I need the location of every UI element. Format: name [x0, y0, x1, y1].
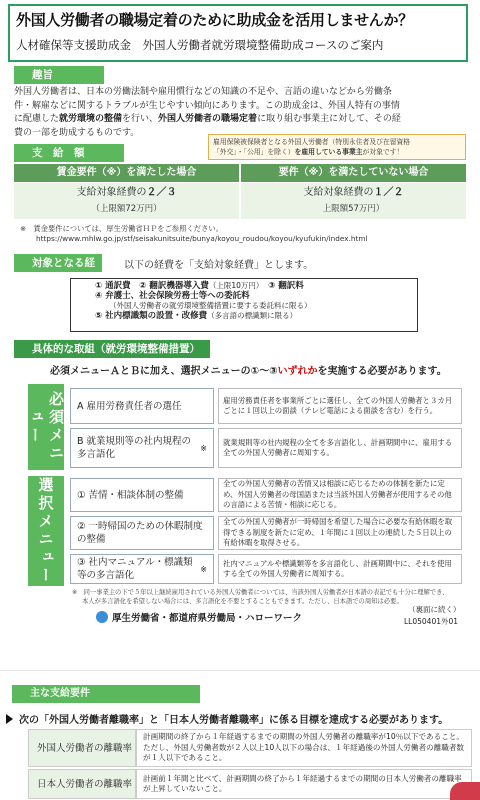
flyer-back-page: [0, 670, 480, 800]
summary-emphasis: 就労環境の整備: [59, 114, 123, 124]
expense-item-note: （上限10万円）: [208, 281, 260, 290]
amount-cell-met: [14, 183, 239, 219]
amount-table: [14, 164, 466, 220]
section-label-summary: 趣旨: [14, 66, 104, 84]
measures-intro-fragment: 必須メニューＡとＢに加え、選択メニューの①～③: [50, 366, 278, 377]
optional-menu-3-desc: 社内マニュアルや標識類等を多言語化し、計画期間中に、それを使用する全ての外国人労働者に周知する。: [218, 554, 462, 584]
amount-cell-not-met: [241, 183, 466, 219]
required-menu-b: [70, 428, 214, 468]
summary-emphasis: 外国人労働者の職場定着: [158, 114, 258, 124]
summary-fragment: を行い、: [122, 114, 159, 124]
optional-menu-2-desc: 全ての外国人労働者が一時帰国を希望した場合に必要な有給休暇を取得できる制度を新たに定め、１年間に１回以上の連続した５日以上の有給休暇を取得させる。: [218, 516, 462, 550]
amount-rate-value: ２／３: [146, 187, 177, 198]
section-label-amount: 支 給 額: [14, 144, 124, 162]
ministry-logo: [96, 610, 302, 624]
requirements-intro-fragment: 」に係る目標を達成する必要があります。: [259, 715, 449, 726]
triangle-arrow-icon: [6, 714, 13, 724]
page-subtitle: 人材確保等支援助成金 外国人労働者就労環境整備助成コースのご案内: [16, 38, 384, 52]
required-menu-label: 必須メニュー: [28, 384, 64, 470]
requirements-intro-fragment: 次の「: [19, 715, 49, 726]
required-menu-b-desc: 就業規則等の社内規程の全てを多言語化し、計画期間中に、雇用する全ての外国人労働者に周知する。: [218, 428, 462, 468]
measures-footnote-line: 本人が多言語化を希望しない場合には、多言語化を不要とすることもできます。ただし、日本語での周知は必要。: [82, 597, 403, 605]
amount-rate-value: １／２: [373, 187, 404, 198]
foreign-turnover-desc: 計画期間の終了から１年経過するまでの期間の外国人労働者の離職率が10％以下であること。ただし、外国人労働者数が２人以上10人以下の場合は、１年経過後の外国人労働者の離職者数が１人以下であること。: [136, 729, 472, 767]
expense-item-label: ④ 弁護士、社会保険労務士等への委託料: [95, 291, 250, 301]
ministry-emblem-icon: [96, 611, 108, 623]
summary-line: [14, 113, 464, 127]
summary-fragment: に取り組む事業主に対して、その経: [257, 114, 401, 124]
continued-on-back: （裏面に続く）: [408, 605, 461, 614]
leaflet-code: LL050401外01: [404, 617, 459, 626]
summary-fragment: に配慮した: [14, 114, 60, 124]
menu-name-text: ③ 社内マニュアル・標識類等の多言語化: [77, 557, 193, 581]
requirements-intro-fragment: 」と「: [139, 715, 169, 726]
required-menu-a-desc: 雇用労務責任者を事業所ごとに選任し、全ての外国人労働者と３カ月ごとに１回以上の面談（テレビ電話による面談を含む）を行う。: [218, 388, 462, 424]
optional-menu-label: 選択メニュー: [28, 476, 64, 586]
amount-rate: [14, 185, 239, 201]
eligibility-note-line: 雇用保険被保険者となる外国人労働者（特別永住者及び在留資格: [213, 138, 411, 146]
menu-name-text: B 就業規則等の社内規程の多言語化: [77, 436, 192, 460]
amount-rate-label: 支給対象経費の: [303, 187, 374, 198]
section-label-expenses: 対象となる経費: [14, 254, 102, 272]
annotation-pen-icon: [450, 782, 480, 800]
expense-item: [95, 291, 417, 301]
amount-head-met: 賃金要件（※）を満たした場合: [14, 164, 239, 182]
required-menu-a: A 雇用労務責任者の選任: [70, 388, 214, 424]
measures-intro-fragment: を実施する必要があります。: [317, 366, 447, 377]
amount-head-not-met: 要件（※）を満たしていない場合: [241, 164, 466, 182]
amount-rate: [241, 185, 466, 201]
requirements-intro: [6, 711, 448, 726]
measures-footnote-line: ※ 同一事業主の下で５年以上継続雇用されている外国人労働者については、当該外国人労働者が日本語の表記でも十分に理解でき、: [72, 589, 449, 596]
mhlw-url-link[interactable]: https://www.mhlw.go.jp/stf/seisakunitsuite/bunya/koyou_roudou/koyou/kyufukin/index.html: [36, 234, 368, 243]
amount-cap: （上限額72万円）: [91, 204, 162, 214]
eligibility-note: [208, 134, 466, 160]
amount-footnote: ※ 賃金要件については、厚生労働省ＨＰをご参照ください。: [20, 224, 223, 233]
requirements-intro-emphasis: 日本人労働者離職率: [169, 715, 259, 726]
optional-menu-1: ① 苦情・相談体制の整備: [70, 478, 214, 512]
measures-footnote: [72, 589, 464, 606]
footnote-mark: ※: [200, 564, 207, 574]
summary-line: 外国人労働者は、日本の労働法制や雇用慣行などの知識の不足や、言語の違いなどから労働条: [14, 87, 392, 97]
expense-item: [95, 311, 417, 321]
japanese-turnover-label: 日本人労働者の離職率: [28, 769, 136, 799]
eligibility-note-line: [213, 147, 461, 157]
footnote-mark: ※: [200, 443, 207, 453]
summary-text: [14, 86, 464, 140]
eligibility-note-emphasis: を雇用している事業主: [294, 148, 363, 156]
expense-item-label: ③ 翻訳料: [268, 281, 304, 291]
eligibility-note-fragment: 「外交」・「公用」を除く）: [213, 148, 295, 156]
expense-item-label: ① 通訳費 ② 翻訳機器導入費: [95, 281, 209, 291]
page-title: 外国人労働者の職場定着のために助成金を活用しませんか？: [16, 11, 413, 29]
title-box: [8, 4, 468, 62]
amount-rate-label: 支給対象経費の: [76, 187, 147, 198]
summary-line: 件・解雇などに関するトラブルが生じやすい傾向にあります。この助成金は、外国人特有の事情: [14, 100, 400, 111]
expense-item-note: （外国人労働者の就労環境整備措置に要する委託料に限る）: [109, 301, 312, 310]
requirements-intro-emphasis: 外国人労働者離職率: [49, 715, 139, 726]
ministry-name: 厚生労働省・都道府県労働局・ハローワーク: [112, 613, 303, 624]
optional-menu-3: [70, 554, 214, 584]
foreign-turnover-label: 外国人労働者の離職率: [28, 729, 136, 767]
amount-cap: 上限額57万円）: [322, 204, 385, 214]
measures-intro-emphasis: いずれか: [277, 366, 318, 377]
optional-menu-1-desc: 全ての外国人労働者の苦情又は相談に応じるための体制を新たに定め、外国人労働者の母国語または当該外国人労働者が使用するその他の言語による苦情・相談に応じる。: [218, 478, 462, 512]
expense-item-label: ⑤ 社内標識類の設置・改修費: [95, 311, 208, 321]
measures-intro: [50, 362, 447, 377]
eligibility-note-fragment: が対象です！: [362, 148, 404, 156]
summary-line: 費の一部を助成するものです。: [14, 127, 140, 138]
japanese-turnover-desc: 計画前１年間と比べて、計画期間の終了から１年経過するまでの期間の日本人労働者の離職率が上昇していないこと。: [136, 769, 472, 799]
expenses-intro: 以下の経費を「支給対象経費」とします。: [124, 260, 314, 271]
section-label-measures: 具体的な取組（就労環境整備措置）: [14, 340, 210, 358]
expense-item-note: （多言語の標識類に限る）: [207, 311, 298, 320]
optional-menu-2: ② 一時帰国のための休暇制度の整備: [70, 516, 214, 550]
section-label-requirements: 主な支給要件: [12, 685, 200, 703]
expense-item: [95, 281, 417, 291]
expenses-list: [70, 278, 418, 332]
